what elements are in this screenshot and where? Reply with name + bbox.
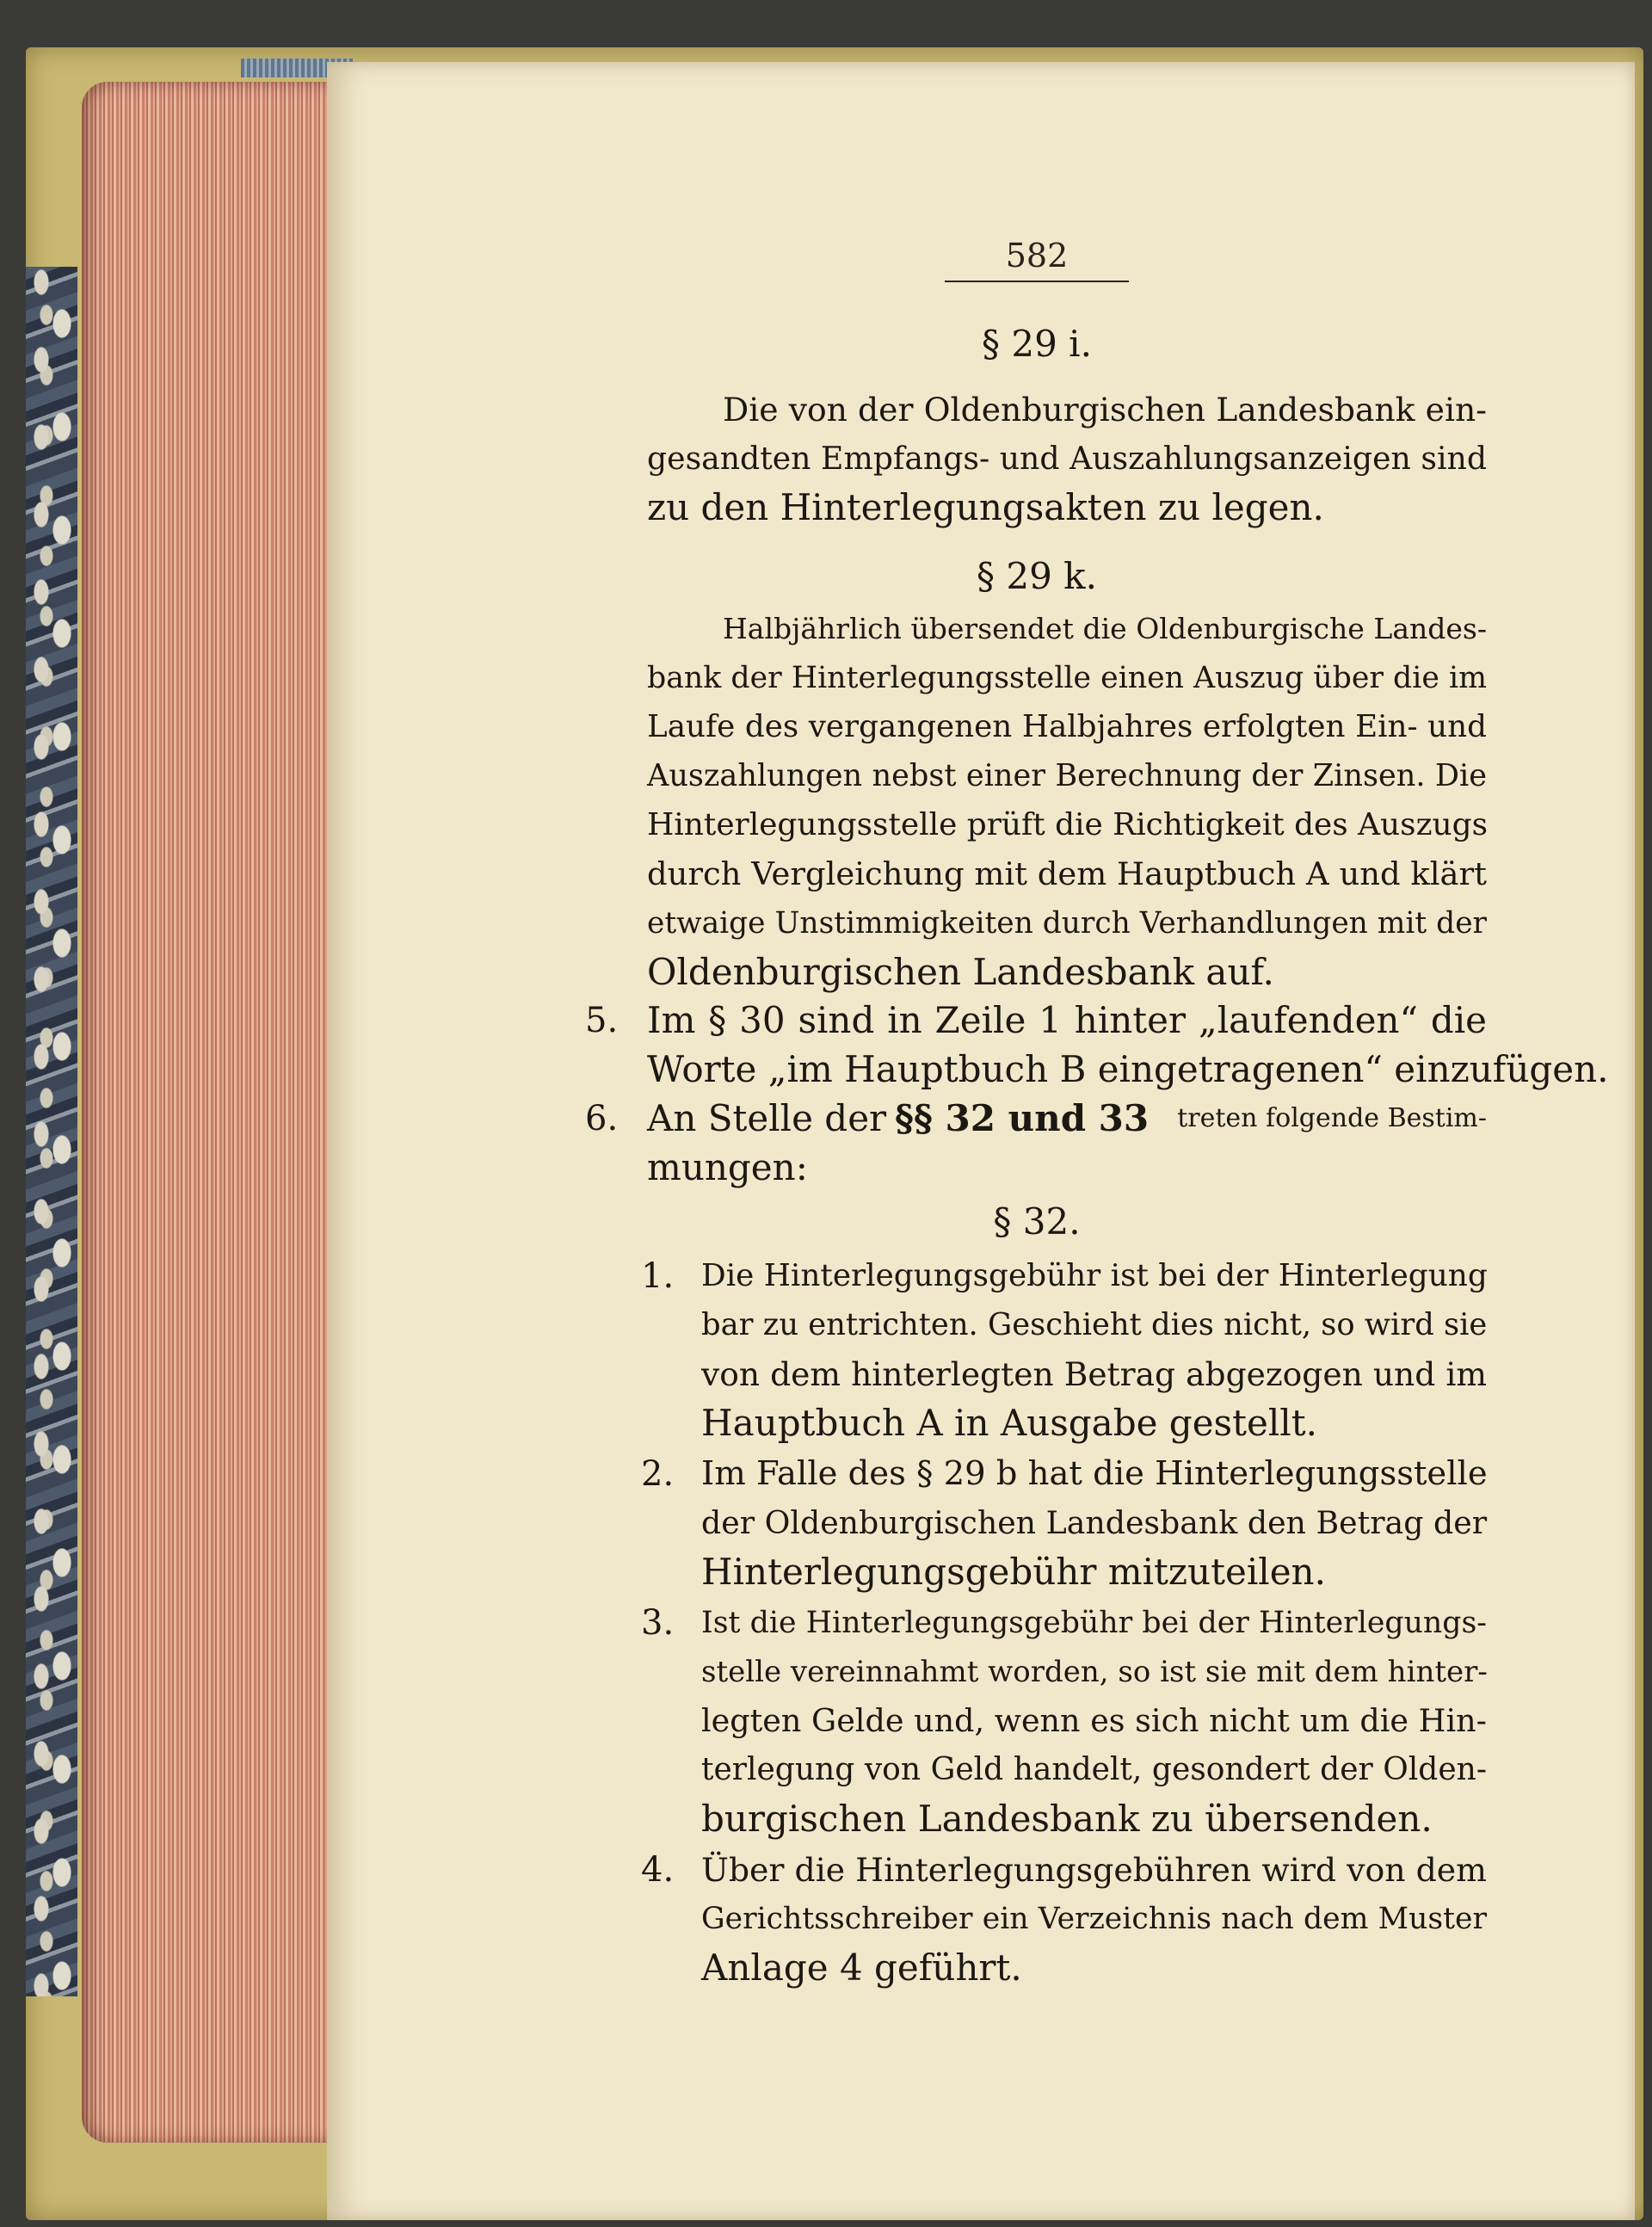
text-line [0, 1499, 1652, 1547]
text-line [0, 948, 1652, 996]
line-text: burgischen Landesbank zu übersenden. [701, 1798, 1433, 1840]
line-text: Hinterlegungsgebühr mitzuteilen. [701, 1551, 1326, 1593]
item-number: 3. [641, 1603, 675, 1643]
line-text: Im Falle des § 29 b hat die Hinterlegungsstelle [701, 1454, 1488, 1493]
line-text: Oldenburgischen Landesbank auf. [647, 951, 1274, 993]
text-line [0, 850, 1652, 898]
line-text: bar zu entrichten. Geschieht dies nicht, so wird sie [701, 1307, 1488, 1342]
item-number: 2. [641, 1454, 675, 1494]
heading-text: § 29 i. [982, 323, 1092, 365]
text-line [0, 605, 1652, 653]
line-text: Laufe des vergangenen Halbjahres erfolgten Ein- und [647, 709, 1487, 744]
line-text: Worte „im Hauptbuch B eingetragenen“ einzufügen. [647, 1048, 1609, 1090]
text-line [0, 1350, 1652, 1398]
line-text-bold: §§ 32 und 33 [895, 1097, 1150, 1139]
line-text: An Stelle der [647, 1097, 887, 1139]
line-text: Über die Hinterlegungsgebühren wird von dem [701, 1851, 1487, 1889]
line-text: der Oldenburgischen Landesbank den Betrag der [701, 1504, 1488, 1541]
text-line [0, 1795, 1652, 1843]
line-text: Hauptbuch A in Ausgabe gestellt. [701, 1402, 1317, 1444]
section-heading-32 [0, 1198, 1652, 1246]
line-text: Die von der Oldenburgischen Landesbank ein- [723, 391, 1487, 429]
item-number: 4. [641, 1850, 675, 1890]
text-line [0, 435, 1652, 483]
page-number: 582 [1005, 237, 1069, 275]
text-line [0, 703, 1652, 751]
text-line [0, 1697, 1652, 1745]
text-line [0, 1895, 1652, 1943]
line-text: Die Hinterlegungsgebühr ist bei der Hinterlegung [701, 1258, 1488, 1293]
text-line [0, 1144, 1652, 1192]
text-line [0, 1746, 1652, 1794]
line-text: Hinterlegungsstelle prüft die Richtigkeit des Auszugs [647, 807, 1488, 842]
section-heading-29i [0, 320, 1652, 368]
text-line [0, 1095, 1652, 1143]
text-line [0, 899, 1652, 947]
line-text: legten Gelde und, wenn es sich nicht um die Hin- [701, 1702, 1487, 1739]
line-text: von dem hinterlegten Betrag abgezogen und im [701, 1355, 1487, 1393]
text-line [0, 1846, 1652, 1894]
line-text: Gerichtsschreiber ein Verzeichnis nach dem Muster [701, 1902, 1487, 1936]
text-line [0, 801, 1652, 849]
line-text: bank der Hinterlegungsstelle einen Auszug über die im [647, 661, 1487, 695]
text-line [0, 1399, 1652, 1447]
line-text: Im § 30 sind in Zeile 1 hinter „laufenden“ die [647, 999, 1487, 1041]
line-text: durch Vergleichung mit dem Hauptbuch A und klärt [647, 855, 1487, 892]
text-line [0, 654, 1652, 702]
item-number: 5. [585, 1001, 619, 1040]
item-number: 1. [641, 1256, 675, 1296]
text-line [0, 484, 1652, 532]
text-line [0, 386, 1652, 434]
text-line [0, 1046, 1652, 1094]
item-number: 6. [585, 1099, 619, 1138]
section-heading-29k [0, 552, 1652, 601]
line-text: stelle vereinnahmt worden, so ist sie mit dem hinter- [701, 1655, 1488, 1689]
text-line [0, 1944, 1652, 1992]
heading-text: § 32. [993, 1200, 1081, 1243]
line-text: gesandten Empfangs- und Auszahlungsanzeigen sind [647, 440, 1487, 477]
heading-text: § 29 k. [977, 555, 1097, 597]
line-text: Ist die Hinterlegungsgebühr bei der Hinterlegungs- [701, 1606, 1487, 1640]
line-text: zu den Hinterlegungsakten zu legen. [647, 486, 1324, 528]
text-line [0, 752, 1652, 800]
line-text: Auszahlungen nebst einer Berechnung der Zinsen. Die [647, 758, 1487, 793]
text-line [0, 1301, 1652, 1349]
text-line [0, 1599, 1652, 1647]
text-line [0, 996, 1652, 1045]
line-text: etwaige Unstimmigkeiten durch Verhandlungen mit der [647, 906, 1487, 941]
text-line [0, 1252, 1652, 1300]
line-text: Halbjährlich übersendet die Oldenburgische Landes- [723, 612, 1487, 645]
line-text: Anlage 4 geführt. [701, 1946, 1022, 1989]
line-text: terlegung von Geld handelt, gesondert der Olden- [701, 1752, 1487, 1787]
text-line [0, 1648, 1652, 1696]
page-number-rule [945, 281, 1129, 282]
line-text: treten folgende Bestim- [1177, 1103, 1487, 1133]
text-line [0, 1548, 1652, 1596]
text-line [0, 1450, 1652, 1498]
line-text: mungen: [647, 1146, 808, 1188]
